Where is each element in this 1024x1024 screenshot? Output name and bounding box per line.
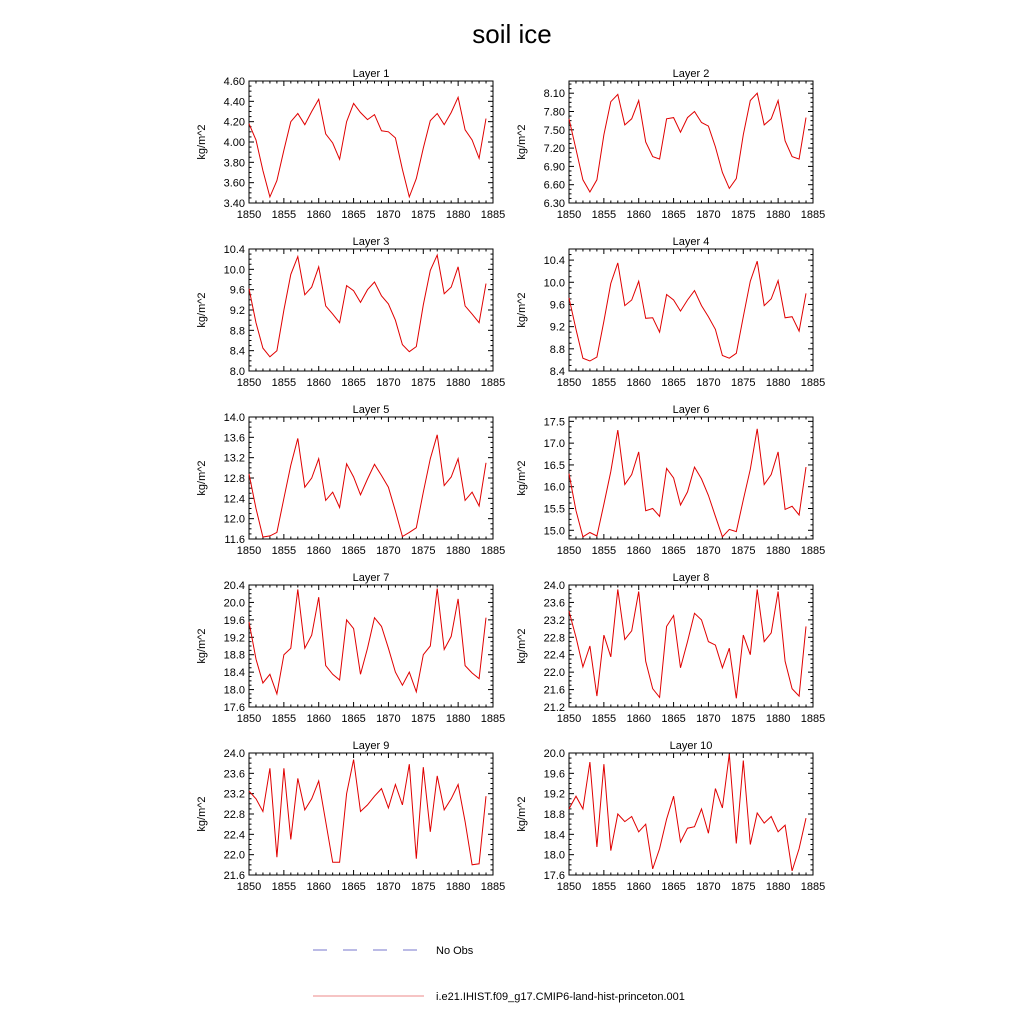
panel-title: Layer 5 — [352, 404, 390, 416]
x-tick-label: 1865 — [661, 545, 686, 557]
series-line — [249, 435, 486, 537]
y-tick-label: 20.4 — [223, 580, 245, 592]
plot-frame — [569, 753, 813, 875]
series-line — [249, 255, 486, 357]
x-tick-label: 1865 — [341, 881, 366, 893]
x-tick-label: 1860 — [306, 545, 331, 557]
y-tick-label: 15.0 — [543, 525, 565, 538]
panel-title: Layer 2 — [672, 68, 710, 80]
y-tick-label: 21.6 — [223, 870, 245, 882]
x-tick-label: 1880 — [445, 545, 471, 557]
x-tick-label: 1865 — [661, 713, 686, 725]
x-tick-label: 1850 — [556, 377, 582, 389]
x-tick-label: 1880 — [445, 209, 471, 221]
x-tick-label: 1860 — [626, 377, 651, 389]
x-tick-label: 1855 — [591, 209, 617, 221]
y-tick-label: 3.80 — [223, 157, 245, 170]
y-tick-label: 23.2 — [223, 788, 245, 801]
x-tick-label: 1860 — [626, 209, 651, 221]
panels — [196, 68, 825, 893]
x-tick-label: 1885 — [800, 713, 826, 725]
x-tick-label: 1860 — [306, 209, 331, 221]
x-tick-label: 1860 — [306, 713, 331, 725]
y-tick-label: 19.2 — [543, 788, 565, 801]
x-tick-label: 1855 — [271, 713, 297, 725]
panel-layer-10 — [516, 740, 825, 893]
panel-layer-8 — [516, 572, 825, 725]
y-tick-label: 8.10 — [543, 88, 565, 101]
y-tick-label: 21.6 — [543, 684, 565, 697]
panel-title: Layer 8 — [672, 572, 710, 584]
panel-layer-7 — [196, 572, 505, 725]
y-tick-label: 23.6 — [223, 768, 245, 781]
y-tick-label: 18.0 — [543, 849, 565, 862]
y-tick-label: 10.0 — [543, 277, 565, 290]
y-tick-label: 18.0 — [223, 684, 245, 697]
series-line — [569, 93, 806, 192]
series-line — [569, 589, 806, 698]
x-tick-label: 1850 — [236, 713, 262, 725]
y-tick-label: 17.5 — [543, 416, 565, 429]
x-tick-label: 1855 — [271, 545, 297, 557]
y-tick-label: 22.0 — [543, 667, 565, 680]
x-tick-label: 1865 — [341, 713, 366, 725]
y-axis-label: kg/m^2 — [516, 292, 528, 328]
x-tick-label: 1880 — [765, 209, 791, 221]
x-tick-label: 1850 — [236, 881, 262, 893]
y-tick-label: 17.6 — [543, 870, 565, 882]
panel-layer-6 — [516, 404, 825, 557]
y-axis-label: kg/m^2 — [196, 796, 208, 832]
x-tick-label: 1865 — [661, 209, 686, 221]
y-tick-label: 18.4 — [223, 667, 245, 680]
y-tick-label: 10.0 — [223, 264, 245, 277]
x-tick-label: 1870 — [376, 377, 401, 389]
x-tick-label: 1850 — [556, 713, 582, 725]
y-tick-label: 7.20 — [543, 143, 565, 156]
plot-frame — [249, 753, 493, 875]
y-tick-label: 20.0 — [543, 748, 565, 760]
panel-title: Layer 10 — [669, 740, 713, 752]
y-tick-label: 4.00 — [223, 137, 245, 149]
x-tick-label: 1855 — [591, 545, 617, 557]
x-tick-label: 1880 — [765, 881, 791, 893]
y-tick-label: 4.60 — [223, 76, 245, 88]
panel-layer-5 — [196, 404, 505, 557]
x-tick-label: 1880 — [445, 377, 471, 389]
y-tick-label: 9.6 — [549, 299, 565, 312]
y-tick-label: 7.50 — [543, 124, 565, 137]
panel-title: Layer 7 — [352, 572, 390, 584]
y-tick-label: 9.6 — [229, 284, 245, 297]
x-tick-label: 1860 — [306, 881, 331, 893]
x-tick-label: 1855 — [591, 713, 617, 725]
legend — [313, 945, 685, 1003]
panel-title: Layer 3 — [352, 236, 390, 248]
x-tick-label: 1885 — [800, 209, 826, 221]
x-tick-label: 1875 — [731, 377, 756, 389]
x-tick-label: 1870 — [696, 377, 721, 389]
y-tick-label: 22.8 — [223, 809, 245, 821]
x-tick-label: 1860 — [306, 377, 331, 389]
x-tick-label: 1855 — [591, 377, 617, 389]
panel-layer-4 — [516, 236, 825, 389]
y-tick-label: 6.30 — [543, 198, 565, 210]
y-tick-label: 8.4 — [549, 366, 565, 378]
x-tick-label: 1865 — [661, 881, 686, 893]
x-tick-label: 1870 — [696, 713, 721, 725]
x-tick-label: 1875 — [411, 377, 436, 389]
y-tick-label: 8.8 — [229, 325, 245, 338]
y-tick-label: 22.8 — [543, 632, 565, 645]
y-tick-label: 11.6 — [224, 534, 245, 546]
y-tick-label: 23.2 — [543, 614, 565, 627]
x-tick-label: 1855 — [271, 377, 297, 389]
x-tick-label: 1850 — [556, 881, 582, 893]
x-tick-label: 1870 — [376, 209, 401, 221]
y-tick-label: 21.2 — [543, 702, 565, 714]
series-line — [569, 754, 806, 871]
x-tick-label: 1885 — [480, 545, 506, 557]
y-tick-label: 9.2 — [549, 321, 565, 334]
x-tick-label: 1880 — [445, 881, 471, 893]
y-axis-label: kg/m^2 — [196, 628, 208, 664]
panel-title: Layer 1 — [352, 68, 390, 80]
x-tick-label: 1850 — [556, 209, 582, 221]
x-tick-label: 1885 — [800, 377, 826, 389]
y-tick-label: 8.4 — [229, 345, 245, 358]
x-tick-label: 1870 — [696, 209, 721, 221]
y-tick-label: 13.6 — [223, 432, 245, 445]
x-tick-label: 1885 — [480, 881, 506, 893]
panel-title: Layer 4 — [672, 236, 710, 248]
legend-label-simulation: i.e21.IHIST.f09_g17.CMIP6-land-hist-princeton.001 — [436, 991, 685, 1003]
x-tick-label: 1875 — [731, 545, 756, 557]
y-tick-label: 6.90 — [543, 161, 565, 174]
x-tick-label: 1875 — [411, 209, 436, 221]
plot-frame — [569, 81, 813, 203]
panel-layer-9 — [196, 740, 505, 893]
plot-frame — [249, 417, 493, 539]
x-tick-label: 1870 — [376, 713, 401, 725]
y-tick-label: 23.6 — [543, 597, 565, 610]
x-tick-label: 1860 — [626, 881, 651, 893]
panel-layer-3 — [196, 236, 505, 389]
figure-title: soil ice — [472, 19, 552, 49]
y-tick-label: 22.0 — [223, 849, 245, 862]
x-tick-label: 1875 — [411, 713, 436, 725]
x-tick-label: 1875 — [731, 209, 756, 221]
y-tick-label: 12.4 — [223, 493, 245, 506]
x-tick-label: 1875 — [731, 713, 756, 725]
y-tick-label: 22.4 — [543, 649, 565, 662]
y-tick-label: 18.4 — [543, 829, 565, 842]
y-tick-label: 18.8 — [543, 809, 565, 821]
x-tick-label: 1850 — [236, 209, 262, 221]
x-tick-label: 1870 — [376, 881, 401, 893]
x-tick-label: 1865 — [341, 377, 366, 389]
plot-frame — [249, 585, 493, 707]
panel-title: Layer 6 — [672, 404, 710, 416]
x-tick-label: 1880 — [765, 377, 791, 389]
y-tick-label: 24.0 — [543, 580, 565, 592]
y-tick-label: 16.5 — [543, 459, 565, 472]
y-tick-label: 3.40 — [223, 198, 245, 210]
x-tick-label: 1865 — [341, 209, 366, 221]
panel-layer-1 — [196, 68, 505, 221]
x-tick-label: 1870 — [696, 545, 721, 557]
y-tick-label: 12.0 — [223, 513, 245, 526]
x-tick-label: 1865 — [341, 545, 366, 557]
y-tick-label: 8.0 — [229, 366, 245, 378]
legend-label-no-obs: No Obs — [436, 945, 474, 957]
x-tick-label: 1855 — [271, 881, 297, 893]
x-tick-label: 1880 — [445, 713, 471, 725]
y-tick-label: 18.8 — [223, 649, 245, 662]
series-line — [249, 760, 486, 865]
y-tick-label: 9.2 — [229, 305, 245, 317]
y-axis-label: kg/m^2 — [516, 124, 528, 160]
y-tick-label: 22.4 — [223, 829, 245, 842]
x-tick-label: 1875 — [411, 881, 436, 893]
panel-title: Layer 9 — [352, 740, 390, 752]
y-tick-label: 10.4 — [223, 244, 245, 256]
y-axis-label: kg/m^2 — [196, 124, 208, 160]
y-tick-label: 16.0 — [543, 481, 565, 494]
series-line — [569, 429, 806, 537]
y-tick-label: 10.4 — [543, 255, 565, 268]
y-tick-label: 3.60 — [223, 177, 245, 190]
series-line — [249, 97, 486, 197]
y-axis-label: kg/m^2 — [516, 460, 528, 496]
series-line — [249, 589, 486, 694]
x-tick-label: 1880 — [765, 545, 791, 557]
x-tick-label: 1860 — [626, 713, 651, 725]
y-tick-label: 19.2 — [223, 632, 245, 645]
x-tick-label: 1850 — [236, 545, 262, 557]
plot-frame — [249, 249, 493, 371]
x-tick-label: 1885 — [480, 713, 506, 725]
y-tick-label: 14.0 — [223, 412, 245, 424]
x-tick-label: 1875 — [731, 881, 756, 893]
y-axis-label: kg/m^2 — [516, 628, 528, 664]
x-tick-label: 1855 — [271, 209, 297, 221]
x-tick-label: 1860 — [626, 545, 651, 557]
y-tick-label: 17.0 — [543, 438, 565, 451]
x-tick-label: 1885 — [480, 377, 506, 389]
y-tick-label: 17.6 — [223, 702, 245, 714]
y-tick-label: 8.8 — [549, 343, 565, 356]
y-tick-label: 15.5 — [543, 503, 565, 516]
y-axis-label: kg/m^2 — [196, 292, 208, 328]
y-axis-label: kg/m^2 — [196, 460, 208, 496]
x-tick-label: 1855 — [591, 881, 617, 893]
x-tick-label: 1870 — [376, 545, 401, 557]
x-tick-label: 1885 — [800, 545, 826, 557]
x-tick-label: 1850 — [236, 377, 262, 389]
series-line — [569, 261, 806, 361]
panel-layer-2 — [516, 68, 825, 221]
y-tick-label: 13.2 — [223, 452, 245, 465]
y-tick-label: 4.20 — [223, 116, 245, 129]
x-tick-label: 1885 — [800, 881, 826, 893]
x-tick-label: 1880 — [765, 713, 791, 725]
x-tick-label: 1865 — [661, 377, 686, 389]
x-tick-label: 1875 — [411, 545, 436, 557]
y-tick-label: 24.0 — [223, 748, 245, 760]
y-tick-label: 19.6 — [223, 614, 245, 627]
y-tick-label: 6.60 — [543, 179, 565, 192]
y-tick-label: 4.40 — [223, 96, 245, 109]
y-tick-label: 19.6 — [543, 768, 565, 781]
x-tick-label: 1885 — [480, 209, 506, 221]
x-tick-label: 1870 — [696, 881, 721, 893]
y-axis-label: kg/m^2 — [516, 796, 528, 832]
x-tick-label: 1850 — [556, 545, 582, 557]
y-tick-label: 12.8 — [223, 473, 245, 485]
y-tick-label: 20.0 — [223, 597, 245, 610]
y-tick-label: 7.80 — [543, 106, 565, 119]
